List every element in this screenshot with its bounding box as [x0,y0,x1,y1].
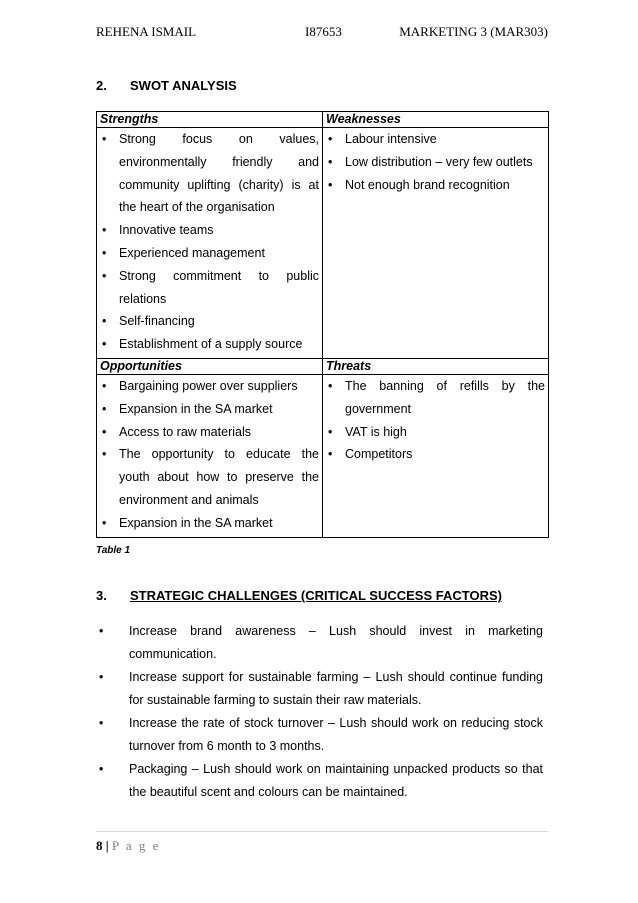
page-header [96,24,548,44]
strength-item: • Innovative teams [100,219,319,242]
opportunity-item: • The opportunity to educate the youth about how to preserve the environment and animals [100,443,319,511]
strength-item: • Experienced management [100,242,319,265]
swot-body-row-1 [97,128,549,359]
footer-page-label: P a g e [111,838,161,853]
challenge-item: • Increase support for sustainable farming – Lush should continue funding for sustainable farming to sustain their raw materials. [96,666,543,712]
section-3-heading [96,588,502,603]
swot-header-row-2 [97,358,549,374]
header-course: MARKETING 3 (MAR303) [399,24,548,39]
opportunities-list [100,375,319,535]
footer-divider [96,831,548,832]
footer-page-number: 8 [96,838,103,853]
strength-item: • Strong focus on values, environmentally friendly and community uplifting (charity) is at the heart of the organisation [100,128,319,219]
section-3-number: 3. [96,588,107,603]
challenge-item: • Packaging – Lush should work on maintaining unpacked products so that the beautiful scent and colours can be maintained. [96,758,543,804]
weaknesses-cell [323,128,549,359]
challenge-item: • Increase brand awareness – Lush should invest in marketing communication. [96,620,543,666]
threat-item: • Competitors [326,443,545,466]
strength-item: • Self-financing [100,310,319,333]
swot-body-row-2 [97,374,549,537]
opportunities-header: Opportunities [97,358,323,374]
opportunity-item: • Expansion in the SA market [100,512,319,535]
weaknesses-header: Weaknesses [323,112,549,128]
header-author: REHENA ISMAIL [96,24,197,39]
footer-separator: | [105,838,109,853]
threats-header: Threats [323,358,549,374]
threats-list [326,375,545,466]
threats-cell [323,374,549,537]
challenges-list [96,620,543,804]
section-2-number: 2. [96,78,107,93]
section-3-title: STRATEGIC CHALLENGES (CRITICAL SUCCESS FACTORS) [130,588,502,603]
strengths-cell [97,128,323,359]
weaknesses-list [326,128,545,196]
swot-header-row-1 [97,112,549,128]
swot-table [96,111,549,538]
challenge-item: • Increase the rate of stock turnover – Lush should work on reducing stock turnover from 6 month to 3 months. [96,712,543,758]
opportunity-item: • Expansion in the SA market [100,398,319,421]
strengths-list [100,128,319,356]
weakness-item: • Not enough brand recognition [326,174,545,197]
opportunities-cell [97,374,323,537]
strengths-header: Strengths [97,112,323,128]
threat-item: • The banning of refills by the government [326,375,545,421]
section-2-title: SWOT ANALYSIS [130,78,237,93]
strength-item: • Establishment of a supply source [100,333,319,356]
opportunity-item: • Access to raw materials [100,421,319,444]
opportunity-item: • Bargaining power over suppliers [100,375,319,398]
page-footer [96,838,160,854]
table-caption: Table 1 [96,545,131,556]
weakness-item: • Labour intensive [326,128,545,151]
section-2-heading [96,78,237,93]
weakness-item: • Low distribution – very few outlets [326,151,545,174]
header-student-id: I87653 [305,24,342,39]
threat-item: • VAT is high [326,421,545,444]
strength-item: • Strong commitment to public relations [100,265,319,311]
